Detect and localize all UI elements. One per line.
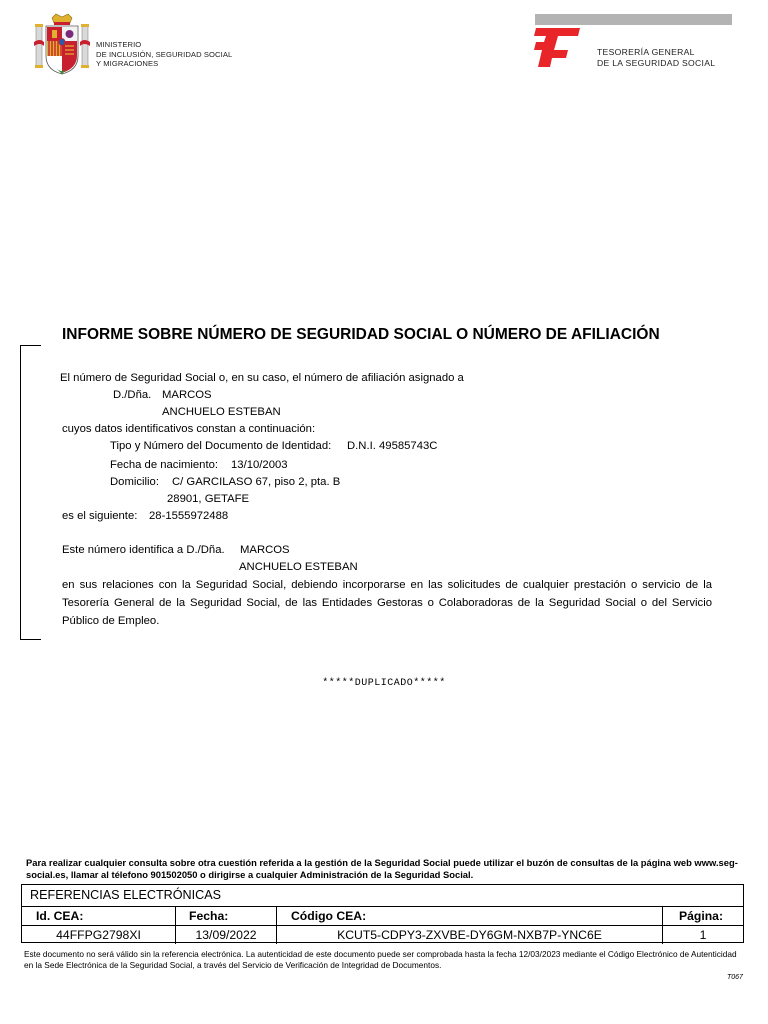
- data-intro: cuyos datos identificativos constan a continuación:: [62, 423, 316, 435]
- identifies-surnames: ANCHUELO ESTEBAN: [239, 561, 358, 573]
- address-line1: C/ GARCILASO 67, piso 2, pta. B: [172, 476, 341, 488]
- tgss-logo: [534, 28, 580, 67]
- address-label: Domicilio:: [110, 476, 159, 488]
- value-codigo-cea: KCUT5-CDPY3-ZXVBE-DY6GM-NXB7P-YNC6E: [276, 926, 662, 944]
- ministry-line: DE INCLUSIÓN, SEGURIDAD SOCIAL: [96, 49, 233, 59]
- surnames: ANCHUELO ESTEBAN: [162, 406, 281, 418]
- intro-text: El número de Seguridad Social o, en su caso, el número de afiliación asignado a: [60, 372, 464, 384]
- contact-note: Para realizar cualquier consulta sobre otra cuestión referida a la gestión de la Seguridad Social puede utilizar el buzón de consultas de la página web www.seg-social.es, llamar al télefono 901502050 o dirigirse a cualquier Administración de la Seguridad Social.: [26, 857, 738, 880]
- header-codigo-cea: Código CEA:: [276, 907, 662, 926]
- header-gray-bar: [535, 14, 732, 25]
- ministry-line: MINISTERIO: [96, 40, 142, 49]
- header-fecha: Fecha:: [175, 907, 276, 926]
- references-value-row: [22, 925, 743, 944]
- form-code: T067: [727, 974, 743, 981]
- birth-label: Fecha de nacimiento:: [110, 459, 219, 471]
- value-fecha: 13/09/2022: [175, 926, 276, 944]
- doc-value: D.N.I. 49585743C: [347, 440, 438, 452]
- birth-value: 13/10/2003: [231, 459, 288, 471]
- validity-note: Este documento no será válido sin la referencia electrónica. La autenticidad de este documento puede ser comprobada hasta la fecha 12/03/2023 mediante el Código Electrónico de Autenticidad en la Sede Electrónica de la Seguridad Social, a través del Servicio de Verificación de Integridad de Documentos.: [24, 949, 737, 970]
- electronic-references-table: [21, 884, 744, 943]
- identifies-label: Este número identifica a D./Dña.: [62, 544, 225, 556]
- address-line2: 28901, GETAFE: [167, 493, 250, 505]
- duplicate-mark: *****DUPLICADO*****: [322, 678, 446, 689]
- value-id-cea: 44FFPG2798XI: [56, 928, 141, 942]
- ministry-line: Y MIGRACIONES: [96, 59, 159, 69]
- number-label: es el siguiente:: [62, 510, 138, 522]
- tgss-line: DE LA SEGURIDAD SOCIAL: [597, 58, 716, 68]
- first-name: MARCOS: [162, 389, 212, 401]
- identifies-first-name: MARCOS: [240, 544, 290, 556]
- header-id-cea: Id. CEA:: [36, 909, 84, 923]
- ss-number: 28-1555972488: [149, 510, 229, 522]
- coat-of-arms-logo: [32, 12, 92, 78]
- closing-paragraph: en sus relaciones con la Seguridad Social, debiendo incorporarse en las solicitudes de cualquier prestación o servicio de la Tesorería General de la Seguridad Social, de las Entidades Gestoras o Colaboradoras de la Seguridad Social o del Servicio Público de Empleo.: [62, 579, 712, 627]
- references-header-row: [22, 906, 743, 926]
- references-title: REFERENCIAS ELECTRÓNICAS: [30, 888, 222, 902]
- tgss-name: [597, 47, 715, 69]
- header-pagina: Página:: [662, 907, 743, 926]
- value-pagina: 1: [662, 926, 743, 944]
- tgss-line: TESORERÍA GENERAL: [597, 47, 695, 57]
- document-title: INFORME SOBRE NÚMERO DE SEGURIDAD SOCIAL O NÚMERO DE AFILIACIÓN: [62, 326, 660, 343]
- doc-label: Tipo y Número del Documento de Identidad:: [110, 440, 332, 452]
- body-bracket: [20, 345, 43, 640]
- dna-label: D./Dña.: [113, 389, 152, 401]
- ministry-name: [96, 40, 232, 69]
